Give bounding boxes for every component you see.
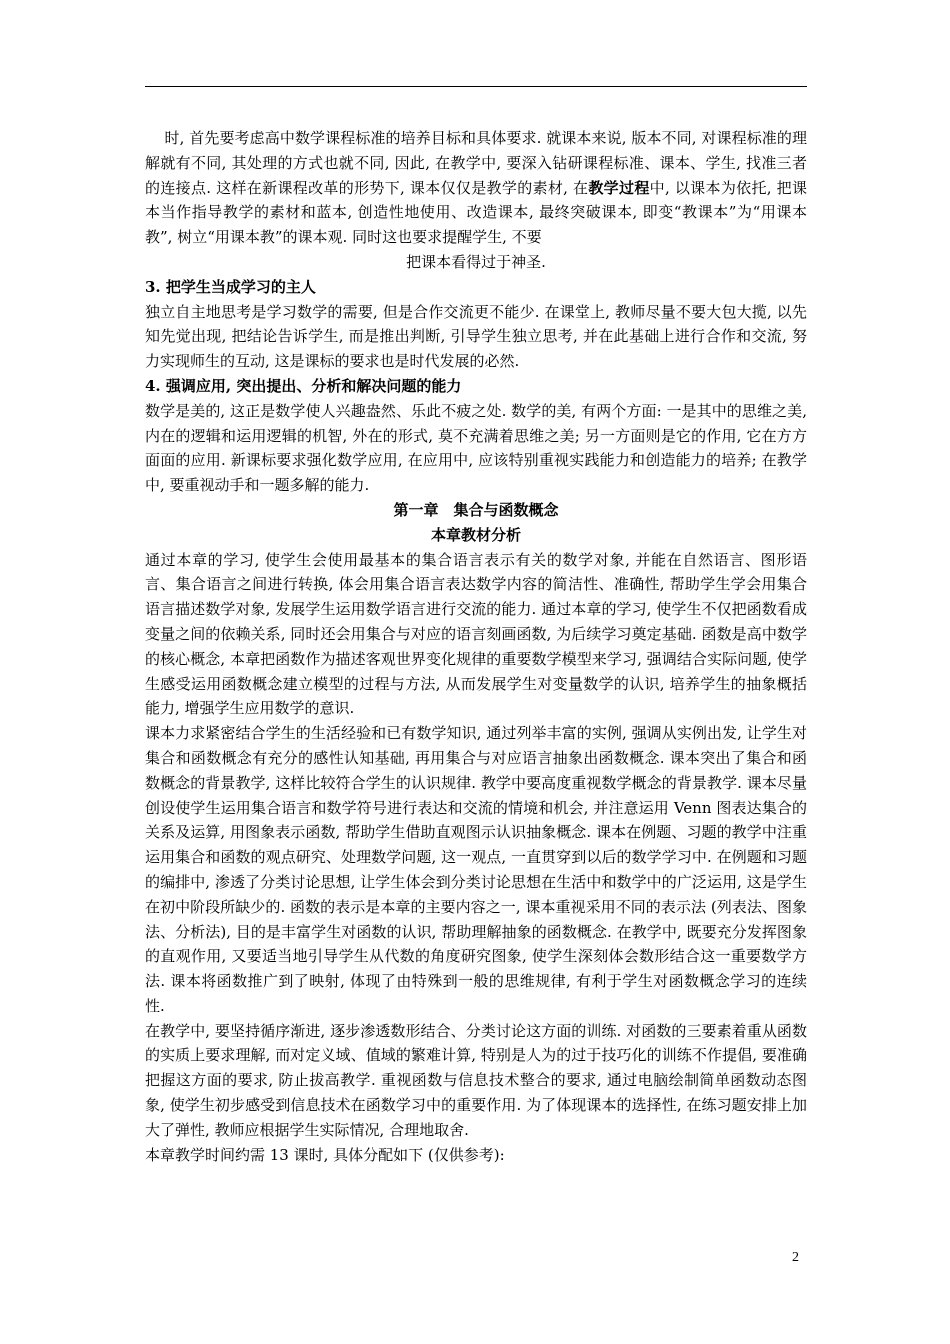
chapter-title: 第一章 集合与函数概念: [393, 500, 559, 519]
paragraph-4: 数学是美的, 这正是数学使人兴趣盎然、乐此不疲之处. 数学的美, 有两个方面: 一是其中的思维之美, 内在的逻辑和运用逻辑的机智, 外在的形式, 莫不充满着思维之美; 另一方面则是它的作用, 它在方方面面的应用. 新课标要求强化数学应用, 在应用中, 应该特别重视实践能力和创造能力的培养; 在教学中, 要重视动手和一题多解的能力.: [145, 401, 807, 495]
page-body: [145, 126, 807, 1167]
heading-3: 3. 把学生当成学习的主人: [145, 277, 316, 296]
chapter-paragraph-4: 本章教学时间约需 13 课时, 具体分配如下 (仅供参考):: [145, 1145, 505, 1164]
intro-paragraph-end: 把课本看得过于神圣.: [406, 252, 546, 271]
intro-text-1: 时, 首先要考虑高中数学课程标准的培养目标和具体要求. 就课本来说, 版本不同, 对课程标准的理解就有不同, 其处理的方式也就不同, 因此, 在教学中, 要深入钻研课程标准、课本、学生, 找准三者的连接点. 这样在新课程改革的形势下, 课本仅仅是教学的素材, 在: [145, 129, 807, 197]
chapter-paragraph-2: 课本力求紧密结合学生的生活经验和已有数学知识, 通过列举丰富的实例, 强调从实例出发, 让学生对集合和函数概念有充分的感性认知基础, 再用集合与对应语言抽象出函数概念. 课本突出了集合和函数概念的背景教学, 这样比较符合学生的认识规律. 教学中要高度重视数学概念的背景教学. 课本尽量创设使学生运用集合语言和数学符号进行表达和交流的情境和机会, 并注意运用 Venn 图表达集合的关系及运算, 用图象表示函数, 帮助学生借助直观图示认识抽象概念. 课本在例题、习题的教学中注重运用集合和函数的观点研究、处理数学问题, 这一观点, 一直贯穿到以后的数学学习中. 在例题和习题的编排中, 渗透了分类讨论思想, 让学生体会到分类讨论思想在生活中和数学中的广泛运用, 这是学生在初中阶段所缺少的. 函数的表示是本章的主要内容之一, 课本重视采用不同的表示法 (列表法、图象法、分析法), 目的是丰富学生对函数的认识, 帮助理解抽象的函数概念. 在教学中, 既要充分发挥图象的直观作用, 又要适当地引导学生从代数的角度研究图象, 使学生深刻体会数形结合这一重要数学方法. 课本将函数推广到了映射, 体现了由特殊到一般的思维规律, 有利于学生对函数概念学习的连续性.: [145, 724, 807, 1015]
header-rule: [145, 86, 807, 87]
page-number: 2: [792, 1250, 799, 1265]
heading-4: 4. 强调应用, 突出提出、分析和解决问题的能力: [145, 376, 462, 395]
chapter-paragraph-1: 通过本章的学习, 使学生会使用最基本的集合语言表示有关的数学对象, 并能在自然语言、图形语言、集合语言之间进行转换, 体会用集合语言表达数学内容的简洁性、准确性, 帮助学生学会用集合语言描述数学对象, 发展学生运用数学语言进行交流的能力. 通过本章的学习, 使学生不仅把函数看成变量之间的依赖关系, 同时还会用集合与对应的语言刻画函数, 为后续学习奠定基础. 函数是高中数学的核心概念, 本章把函数作为描述客观世界变化规律的重要数学模型来学习, 强调结合实际问题, 使学生感受运用函数概念建立模型的过程与方法, 从而发展学生对变量数学的认识, 培养学生的抽象概括能力, 增强学生应用数学的意识.: [145, 550, 807, 718]
intro-paragraph: [145, 126, 807, 250]
intro-bold-term: 教学过程: [588, 178, 650, 197]
paragraph-3: 独立自主地思考是学习数学的需要, 但是合作交流更不能少. 在课堂上, 教师尽量不要大包大揽, 以先知先觉出现, 把结论告诉学生, 而是推出判断, 引导学生独立思考, 并在此基础上进行合作和交流, 努力实现师生的互动, 这是课标的要求也是时代发展的必然.: [145, 302, 807, 371]
intro-text-2: 中, 以课本为依托, 把课本当作指导教学的素材和蓝本, 创造性地使用、改造课本, 最终突破课本, 即变“教课本”为“用课本教”, 树立“用课本教”的课本观. 同时这也要求提醒学生, 不要: [145, 178, 807, 247]
section-title: 本章教材分析: [430, 525, 521, 544]
chapter-paragraph-3: 在教学中, 要坚持循序渐进, 逐步渗透数形结合、分类讨论这方面的训练. 对函数的三要素着重从函数的实质上要求理解, 而对定义域、值域的繁难计算, 特别是人为的过于技巧化的训练不作提倡, 要准确把握这方面的要求, 防止拔高教学. 重视函数与信息技术整合的要求, 通过电脑绘制简单函数动态图象, 使学生初步感受到信息技术在函数学习中的重要作用. 为了体现课本的选择性, 在练习题安排上加大了弹性, 教师应根据学生实际情况, 合理地取舍.: [145, 1021, 807, 1139]
